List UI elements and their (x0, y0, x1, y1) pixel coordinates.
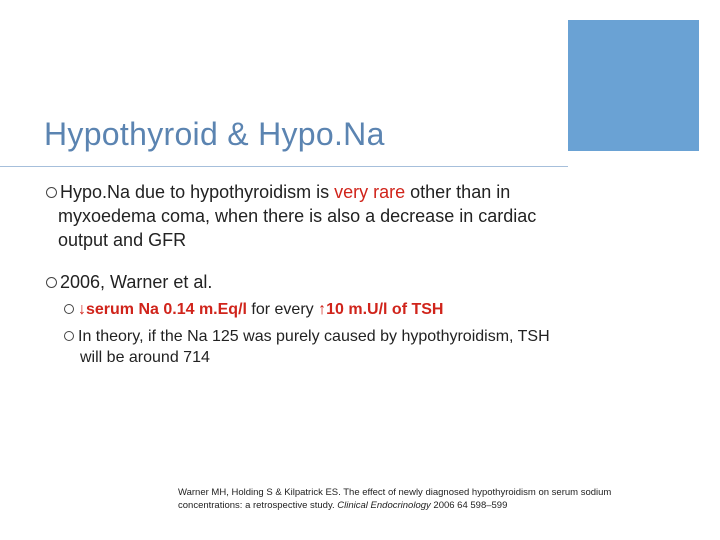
reference-journal: Clinical Endocrinology (337, 500, 431, 511)
for-every-text: for every (246, 301, 319, 318)
accent-square (568, 20, 699, 151)
circle-bullet-icon (64, 304, 74, 314)
arrow-down-icon: ↓ (78, 301, 86, 318)
tsh-text: 10 m.U/l of TSH (326, 301, 444, 318)
bullet-text-emphasis: very rare (334, 182, 406, 202)
bullet-text-post: other than in myxoedema coma, when there is also a decrease in cardiac output and GFR (58, 182, 537, 250)
circle-bullet-icon (64, 331, 74, 341)
bullet-hypona-rare (46, 180, 578, 252)
title-divider (0, 166, 568, 167)
circle-bullet-icon (46, 187, 57, 198)
reference-citation (178, 486, 658, 512)
bullet-warner-2006 (46, 270, 578, 294)
circle-bullet-icon (46, 277, 57, 288)
arrow-up-icon: ↑ (318, 301, 327, 318)
subbullet-serum-na (64, 299, 570, 320)
slide-title: Hypothyroid & Hypo.Na (44, 116, 385, 152)
theory-text: In theory, if the Na 125 was purely caused by hypothyroidism, TSH will be around 714 (78, 328, 550, 366)
subbullet-theory (64, 326, 570, 368)
bullet-text-pre: Hypo.Na due to hypothyroidism is (60, 182, 335, 202)
bullet-text: 2006, Warner et al. (60, 272, 213, 292)
serum-na-text: serum Na 0.14 m.Eq/l (86, 301, 247, 318)
reference-authors-title: Warner MH, Holding S & Kilpatrick ES. The effect of newly diagnosed hypothyroidism on serum sodium concentrations: a retrospective study. (178, 487, 612, 511)
reference-volume: 2006 64 598–599 (430, 500, 508, 511)
